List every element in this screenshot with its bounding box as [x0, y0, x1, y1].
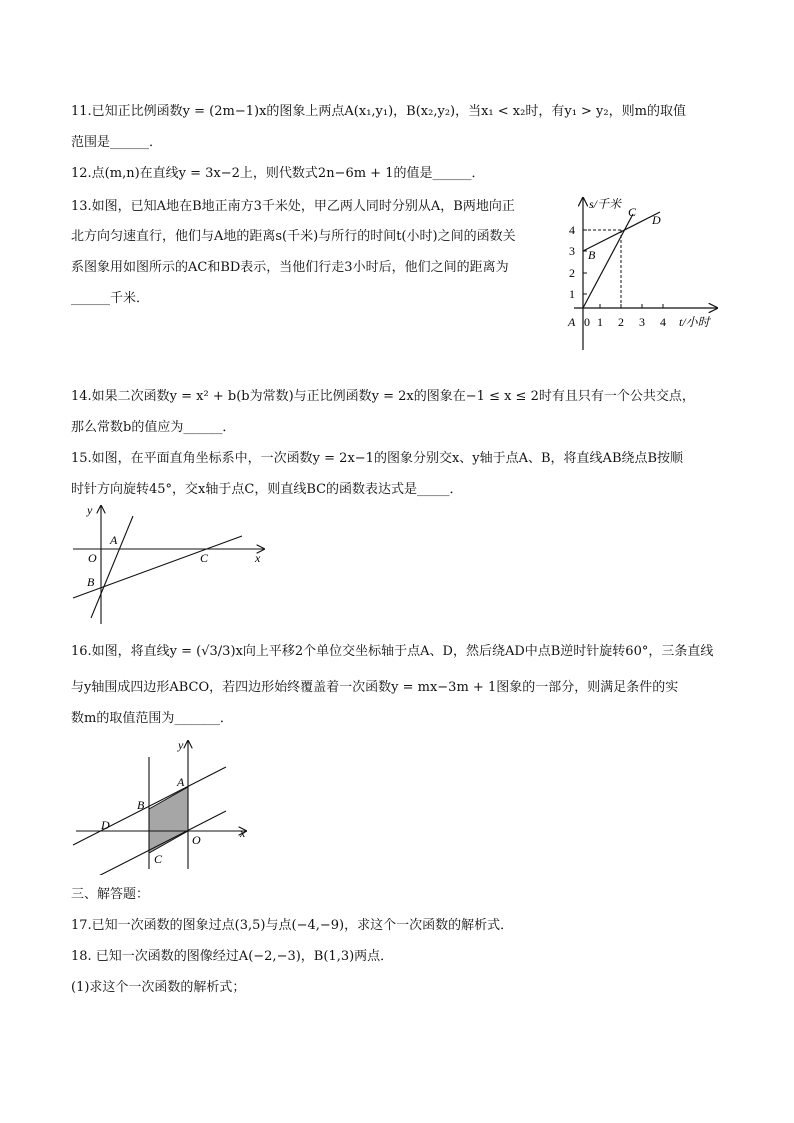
fig13-x-tick-2: 2 [618, 315, 624, 329]
section-3-heading: 三、解答题： [71, 887, 150, 902]
q18-line-1: 18. 已知一次函数的图像经过A(−2,−3)，B(1,3)两点． [71, 949, 394, 964]
fig16-point-b-label: B [137, 798, 145, 812]
q13-line-4: ______千米． [71, 291, 150, 306]
q12-line-1: 12.点(m,n)在直线y = 3x−2上，则代数式2n−6m + 1的值是______． [71, 166, 485, 181]
fig13-point-b-label: B [588, 248, 596, 262]
q15-line-1: 15.如图，在平面直角坐标系中，一次函数y = 2x−1的图象分别交x、y轴于点A、B，将直线AB绕点B按顺 [71, 451, 684, 466]
fig13-y-axis-label: s/千米 [589, 197, 622, 211]
q13-line-3: 系图象用如图所示的AC和BD表示，当他们行走3小时后，他们之间的距离为 [71, 260, 509, 275]
fig13-x-axis-label: t/小时 [679, 315, 710, 329]
q16-line-2: 与y轴围成四边形ABCO，若四边形始终覆盖着一次函数y = mx−3m + 1图象的一部分，则满足条件的实 [71, 680, 679, 695]
fig13-origin-label: A [568, 315, 576, 329]
q18-line-2: (1)求这个一次函数的解析式； [71, 980, 246, 995]
fig13-point-c-label: C [628, 205, 637, 219]
q11-line-1: 11.已知正比例函数y = (2m−1)x的图象上两点A(x₁,y₁)，B(x₂,y₂)，当x₁ < x₂时，有y₁ > y₂，则m的取值 [71, 104, 686, 119]
fig16-point-a-label: A [177, 775, 185, 789]
q14-line-1: 14.如果二次函数y = x² + b(b为常数)与正比例函数y = 2x的图象在−1 ≤ x ≤ 2时有且只有一个公共交点， [71, 389, 695, 404]
fig13-y-tick-4: 4 [569, 223, 575, 237]
fig15-point-b-label: B [87, 575, 95, 589]
figure-13-distance-time-graph [560, 190, 730, 355]
fig16-origin-label: O [192, 833, 201, 847]
fig16-point-c-label: C [154, 852, 163, 866]
fig13-y-tick-3: 3 [569, 244, 575, 258]
fig16-y-label: y [178, 738, 184, 752]
figure-16-quadrilateral [68, 735, 258, 875]
q14-line-2: 那么常数b的值应为______． [71, 420, 236, 435]
fig13-x-tick-0: 0 [584, 315, 590, 329]
q11-line-2: 范围是______． [71, 135, 163, 150]
fig13-point-d-label: D [652, 213, 661, 227]
q16-line-1: 16.如图，将直线y = (√3/3)x向上平移2个单位交坐标轴于点A、D，然后绕AD中点B逆时针旋转60°，三条直线 [71, 644, 714, 659]
fig15-line-bc [73, 536, 242, 598]
fig15-line-ab [91, 516, 133, 618]
fig15-y-label: y [87, 503, 93, 517]
fig13-y-tick-2: 2 [569, 266, 575, 280]
q15-line-2: 时针方向旋转45°，交x轴于点C，则直线BC的函数表达式是_____． [71, 482, 463, 497]
fig13-x-tick-4: 4 [660, 315, 666, 329]
fig15-point-c-label: C [200, 551, 209, 565]
fig13-x-tick-3: 3 [639, 315, 645, 329]
q16-line-3: 数m的取值范围为_______． [71, 711, 233, 726]
fig15-x-label: x [255, 551, 261, 565]
fig15-point-a-label: A [110, 533, 118, 547]
q13-line-2: 北方向匀速直行，他们与A地的距离s(千米)与所行的时间t(小时)之间的函数关 [71, 229, 516, 244]
q13-line-1: 13.如图，已知A地在B地正南方3千米处，甲乙两人同时分别从A，B两地向正 [71, 199, 515, 214]
fig16-x-label: x [240, 826, 246, 840]
figure-15-coordinate-plane [70, 500, 270, 628]
fig16-point-d-label: D [101, 818, 110, 832]
fig13-y-tick-1: 1 [569, 287, 575, 301]
q17-line-1: 17.已知一次函数的图象过点(3,5)与点(−4,−9)，求这个一次函数的解析式． [71, 918, 514, 933]
fig15-origin-label: O [88, 551, 97, 565]
fig13-x-tick-1: 1 [597, 315, 603, 329]
